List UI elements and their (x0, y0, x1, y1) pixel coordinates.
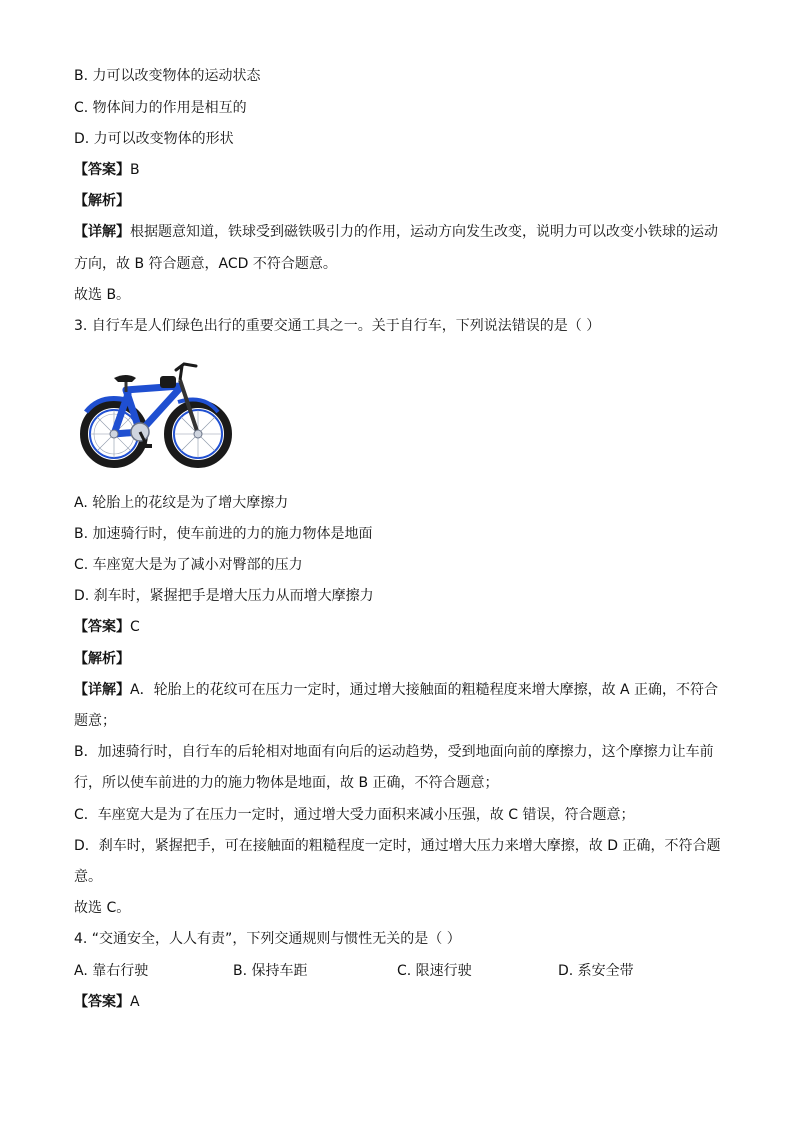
option-a-q3: A. 轮胎上的花纹是为了增大摩擦力 (74, 495, 289, 511)
detail-q3-line2: 题意； (74, 713, 116, 729)
question-3: 3. 自行车是人们绿色出行的重要交通工具之一。关于自行车，下列说法错误的是（ ） (74, 318, 601, 334)
detail-q3-line5: C．车座宽大是为了在压力一定时，通过增大受力面积来减小压强，故 C 错误，符合题意； (74, 807, 635, 823)
option-a-q4: A. 靠右行驶 (74, 963, 149, 979)
option-c-q3: C. 车座宽大是为了减小对臀部的压力 (74, 557, 303, 573)
answer-q4 (74, 992, 140, 1012)
choice-q3: 故选 C。 (74, 900, 131, 916)
option-b-q3: B. 加速骑行时，使车前进的力的施力物体是地面 (74, 526, 373, 542)
answer-q2 (74, 160, 140, 180)
detail-text: 根据题意知道，铁球受到磁铁吸引力的作用，运动方向发生改变，说明力可以改变小铁球的运动 (130, 224, 718, 240)
option-c-q2: C. 物体间力的作用是相互的 (74, 100, 247, 116)
answer-value: C (130, 619, 140, 635)
detail-q3-line7: 意。 (74, 869, 102, 885)
detail-q3-line3: B．加速骑行时，自行车的后轮相对地面有向后的运动趋势，受到地面向前的摩擦力，这个摩擦力让车前 (74, 744, 714, 760)
detail-q3-line1 (74, 680, 718, 700)
option-d-q4: D. 系安全带 (558, 963, 634, 979)
detail-q2-line2: 方向，故 B 符合题意，ACD 不符合题意。 (74, 256, 337, 272)
bicycle-image (80, 350, 232, 474)
answer-tag: 【答案】 (74, 994, 130, 1010)
answer-q3 (74, 617, 140, 637)
answer-tag: 【答案】 (74, 162, 130, 178)
detail-text: A．轮胎上的花纹可在压力一定时，通过增大接触面的粗糙程度来增大摩擦，故 A 正确，不符合 (130, 682, 719, 698)
answer-value: A (130, 994, 140, 1010)
analysis-tag-q3: 【解析】 (74, 651, 130, 667)
analysis-tag-q2: 【解析】 (74, 193, 130, 209)
option-d-q3: D. 刹车时，紧握把手是增大压力从而增大摩擦力 (74, 588, 374, 604)
option-b-q4: B. 保持车距 (233, 963, 308, 979)
answer-tag: 【答案】 (74, 619, 130, 635)
option-c-q4: C. 限速行驶 (397, 963, 472, 979)
detail-tag: 【详解】 (74, 224, 130, 240)
option-b-q2: B. 力可以改变物体的运动状态 (74, 68, 261, 84)
detail-q2-line1 (74, 222, 718, 242)
detail-tag: 【详解】 (74, 682, 130, 698)
answer-value: B (130, 162, 140, 178)
option-d-q2: D. 力可以改变物体的形状 (74, 131, 234, 147)
detail-q3-line4: 行，所以使车前进的力的施力物体是地面，故 B 正确，不符合题意； (74, 775, 499, 791)
question-4: 4. “交通安全，人人有责”，下列交通规则与惯性无关的是（ ） (74, 931, 461, 947)
choice-q2: 故选 B。 (74, 287, 131, 303)
detail-q3-line6: D．刹车时，紧握把手，可在接触面的粗糙程度一定时，通过增大压力来增大摩擦，故 D 正确，不符合题 (74, 838, 721, 854)
